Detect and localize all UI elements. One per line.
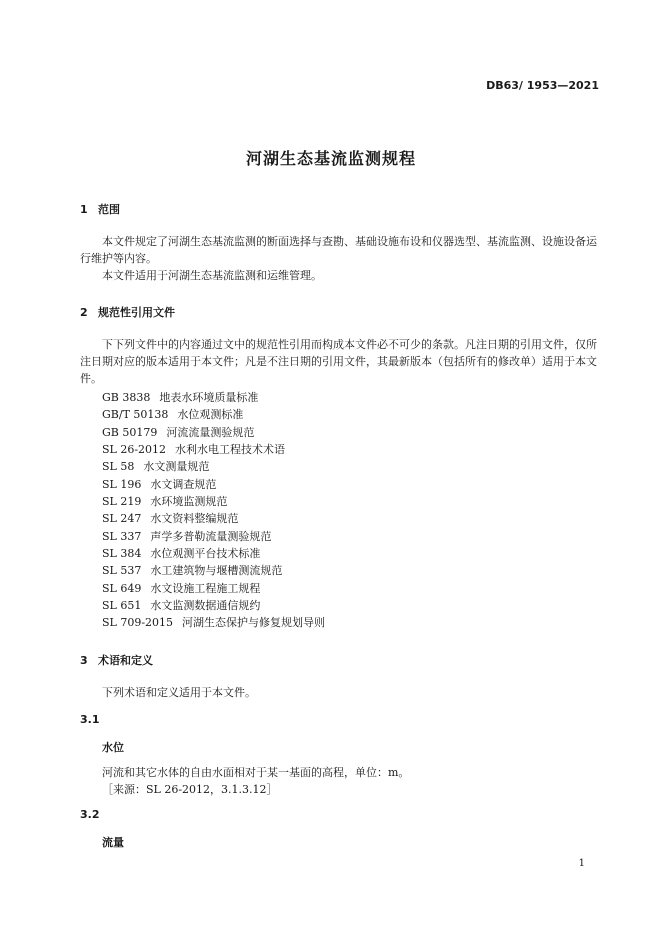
- document-title: 河湖生态基流监测规程: [245, 149, 416, 168]
- reference-item: SL 649 水文设施工程施工规程: [102, 581, 261, 595]
- section-1-title: 范围: [98, 203, 120, 216]
- reference-item: SL 58 水文测量规范: [102, 460, 210, 474]
- reference-item: SL 537 水工建筑物与堰槽测流规范: [102, 564, 283, 578]
- reference-item: GB/T 50138 水位观测标准: [102, 408, 244, 422]
- section-3-title: 术语和定义: [98, 654, 153, 667]
- normative-references-list: [102, 389, 325, 632]
- references-intro: 下下列文件中的内容通过文中的规范性引用而构成本文件必不可少的条款。凡注日期的引用文件，仅所注日期对应的版本适用于本文件；凡是不注日期的引用文件，其最新版本（包括所有的修改单）适用于本文件。: [80, 338, 597, 385]
- section-3-number: 3: [80, 654, 88, 667]
- reference-item: GB 50179 河流流量测验规范: [102, 425, 255, 439]
- reference-item: SL 709-2015 河湖生态保护与修复规划导则: [102, 616, 326, 630]
- term-3-1-source: ［来源：SL 26-2012，3.1.3.12］: [102, 783, 278, 796]
- section-1-number: 1: [80, 203, 88, 216]
- term-3-1-number: 3.1: [80, 713, 100, 726]
- terms-intro: 下列术语和定义适用于本文件。: [102, 686, 256, 699]
- term-3-2-title: 流量: [102, 836, 124, 849]
- reference-item: SL 247 水文资料整编规范: [102, 512, 239, 526]
- term-3-1-definition: 河流和其它水体的自由水面相对于某一基面的高程，单位：m。: [102, 766, 410, 779]
- section-1-heading: [80, 201, 120, 217]
- reference-item: SL 384 水位观测平台技术标准: [102, 547, 261, 561]
- reference-item: SL 219 水环境监测规范: [102, 495, 228, 509]
- section-3-heading: [80, 652, 153, 668]
- reference-item: SL 337 声学多普勒流量测验规范: [102, 529, 272, 543]
- reference-item: SL 196 水文调查规范: [102, 477, 217, 491]
- reference-item: SL 26-2012 水利水电工程技术术语: [102, 443, 286, 457]
- section-2-title: 规范性引用文件: [98, 306, 175, 319]
- term-3-2-number: 3.2: [80, 808, 100, 821]
- section-2-heading: [80, 304, 175, 320]
- reference-item: SL 651 水文监测数据通信规约: [102, 599, 261, 613]
- page-number: 1: [578, 858, 585, 869]
- doc-code-header: DB63/ 1953—2021: [486, 79, 599, 92]
- term-3-1-title: 水位: [102, 741, 124, 754]
- scope-paragraph-1: 本文件规定了河湖生态基流监测的断面选择与查勘、基础设施布设和仪器选型、基流监测、设施设备运行维护等内容。: [80, 235, 597, 265]
- section-2-number: 2: [80, 306, 88, 319]
- reference-item: GB 3838 地表水环境质量标准: [102, 391, 259, 404]
- scope-paragraph-2: 本文件适用于河湖生态基流监测和运维管理。: [102, 269, 322, 282]
